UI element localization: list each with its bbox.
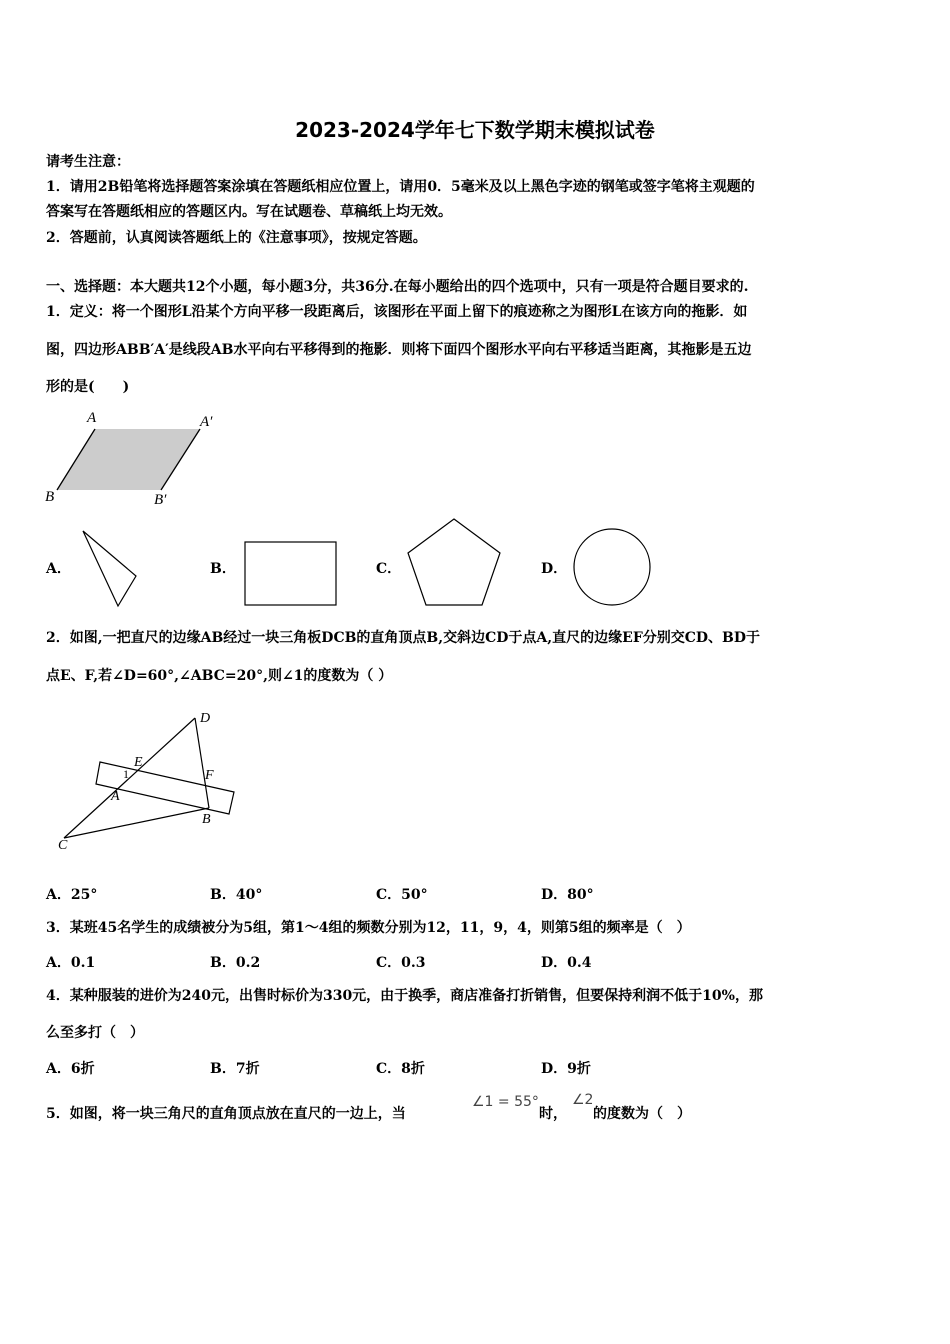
q2-label-d: D bbox=[200, 711, 211, 726]
q2-label-f: F bbox=[205, 768, 214, 783]
q4-line-2: 么至多打（ ） bbox=[46, 1025, 144, 1041]
q1-label-b-prime: B′ bbox=[154, 492, 167, 508]
q1-label-b: B bbox=[45, 489, 55, 505]
notice-heading: 请考生注意： bbox=[46, 154, 130, 170]
q1-pentagon-shape bbox=[405, 515, 505, 609]
q1-option-a[interactable]: A． bbox=[46, 561, 71, 577]
q1-option-c[interactable]: C． bbox=[376, 561, 402, 577]
q2-ruler-triangle-figure bbox=[50, 704, 250, 854]
q1-line-2: 图，四边形ABB′A′是线段AB水平向右平移得到的拖影．则将下面四个图形水平向右平移适当距离，其拖影是五边 bbox=[46, 342, 752, 358]
section-heading: 一、选择题：本大题共12个小题，每小题3分，共36分.在每小题给出的四个选项中，只有一项是符合题目要求的. bbox=[46, 279, 749, 295]
q1-line-3: 形的是( ) bbox=[46, 379, 130, 395]
q1-rectangle-shape bbox=[243, 540, 339, 608]
q1-option-d[interactable]: D． bbox=[541, 561, 568, 577]
q2-option-d[interactable]: D．80° bbox=[541, 887, 594, 903]
q3-option-d[interactable]: D．0.4 bbox=[541, 955, 592, 971]
notice-line-3: 2．答题前，认真阅读答题纸上的《注意事项》，按规定答题。 bbox=[46, 230, 427, 246]
page-title: 2023-2024学年七下数学期末模拟试卷 bbox=[295, 118, 655, 142]
q2-label-b: B bbox=[202, 812, 211, 827]
q5-prefix: 5．如图，将一块三角尺的直角顶点放在直尺的一边上，当 bbox=[46, 1106, 406, 1122]
q5-formula-angle2: ∠2 bbox=[572, 1092, 594, 1108]
q1-option-b[interactable]: B． bbox=[210, 561, 236, 577]
q4-option-c[interactable]: C．8折 bbox=[376, 1061, 425, 1077]
q5-formula-angle1: ∠1 = 55° bbox=[472, 1094, 539, 1110]
q3-line-1: 3．某班45名学生的成绩被分为5组，第1～4组的频数分别为12，11，9，4，则第5组的频率是（ ） bbox=[46, 920, 691, 936]
q2-option-c[interactable]: C．50° bbox=[376, 887, 428, 903]
q3-option-a[interactable]: A．0.1 bbox=[46, 955, 96, 971]
q4-option-d[interactable]: D．9折 bbox=[541, 1061, 591, 1077]
q2-label-e: E bbox=[134, 755, 143, 770]
q3-option-c[interactable]: C．0.3 bbox=[376, 955, 426, 971]
q2-label-angle-1: 1 bbox=[123, 767, 129, 781]
q2-line-2: 点E、F,若∠D=60°,∠ABC=20°,则∠1的度数为（ ） bbox=[46, 668, 393, 684]
notice-line-2: 答案写在答题纸相应的答题区内。写在试题卷、草稿纸上均无效。 bbox=[46, 204, 452, 220]
q3-option-b[interactable]: B．0.2 bbox=[210, 955, 261, 971]
notice-line-1: 1．请用2B铅笔将选择题答案涂填在答题纸相应位置上，请用0．5毫米及以上黑色字迹的钢笔或签字笔将主观题的 bbox=[46, 179, 755, 195]
q2-option-a[interactable]: A．25° bbox=[46, 887, 98, 903]
q1-line-1: 1．定义：将一个图形L沿某个方向平移一段距离后，该图形在平面上留下的痕迹称之为图形L在该方向的拖影．如 bbox=[46, 304, 748, 320]
q1-parallelogram-figure bbox=[40, 404, 230, 514]
q1-circle-shape bbox=[571, 527, 655, 609]
q2-option-b[interactable]: B．40° bbox=[210, 887, 263, 903]
q1-triangle-shape bbox=[80, 528, 140, 610]
q5-suffix: 的度数为（ ） bbox=[593, 1106, 691, 1122]
q1-label-a-prime: A′ bbox=[200, 414, 213, 430]
q4-option-a[interactable]: A．6折 bbox=[46, 1061, 95, 1077]
q4-line-1: 4．某种服装的进价为240元，出售时标价为330元，由于换季，商店准备打折销售，但要保持利润不低于10%，那 bbox=[46, 988, 763, 1004]
q2-line-1: 2．如图,一把直尺的边缘AB经过一块三角板DCB的直角顶点B,交斜边CD于点A,直尺的边缘EF分别交CD、BD于 bbox=[46, 630, 761, 646]
q4-option-b[interactable]: B．7折 bbox=[210, 1061, 260, 1077]
q1-label-a: A bbox=[87, 410, 97, 426]
q2-label-a: A bbox=[111, 789, 120, 804]
q2-label-c: C bbox=[58, 838, 68, 853]
q5-mid: 时， bbox=[539, 1106, 567, 1122]
